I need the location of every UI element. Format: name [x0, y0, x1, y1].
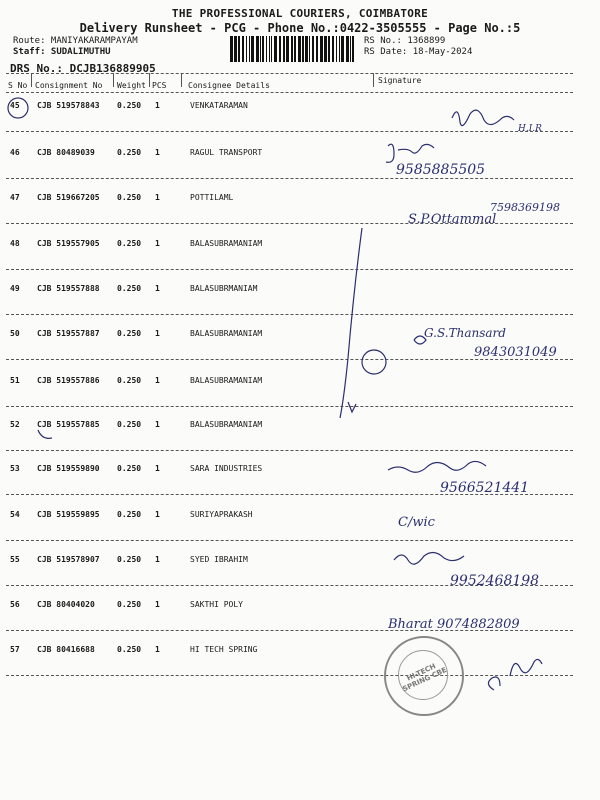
row-52-sno: 52	[10, 420, 20, 429]
row-47-consignment: CJB 519667205	[37, 193, 100, 202]
row-55-sno: 55	[10, 555, 20, 564]
row-49-sno: 49	[10, 284, 20, 293]
handwritten-note: H.I.R	[518, 124, 542, 134]
row-57-pcs: 1	[155, 645, 160, 654]
handwritten-name: G.S.Thansard	[424, 326, 506, 340]
row-55-consignee: SYED IBRAHIM	[190, 555, 248, 564]
row-56-consignee: SAKTHI POLY	[190, 600, 243, 609]
row-50-consignee: BALASUBRAMANIAM	[190, 329, 263, 338]
row-57-consignment: CJB 80416688	[37, 645, 95, 654]
row-47-consignee: POTTILAML	[190, 193, 234, 202]
row-53-consignment: CJB 519559890	[37, 464, 100, 473]
col-sno: S No	[8, 81, 28, 90]
row-51-consignment: CJB 519557886	[37, 376, 100, 385]
row-52-pcs: 1	[155, 420, 160, 429]
row-46-weight: 0.250	[117, 148, 142, 157]
signature-48-line	[340, 228, 362, 418]
row-46-consignee: RAGUL TRANSPORT	[190, 148, 263, 157]
handwritten-text: C/wic	[398, 515, 435, 530]
signature-53	[388, 461, 486, 472]
row-49-weight: 0.250	[117, 284, 142, 293]
row-51-weight: 0.250	[117, 376, 142, 385]
row-47-sno: 47	[10, 193, 20, 202]
signature-50-loop	[414, 336, 426, 344]
row-46-consignment: CJB 80489039	[37, 148, 95, 157]
row-50-weight: 0.250	[117, 329, 142, 338]
signature-50-circle	[362, 350, 386, 374]
handwritten-phone: 9843031049	[474, 345, 557, 360]
row-49-consignment: CJB 519557888	[37, 284, 100, 293]
row-48-sno: 48	[10, 239, 20, 248]
row-56-sno: 56	[10, 600, 20, 609]
row-53-sno: 53	[10, 464, 20, 473]
row-45-weight: 0.250	[117, 101, 142, 110]
signature-45	[452, 110, 514, 125]
row-47-weight: 0.250	[117, 193, 142, 202]
row-48-consignment: CJB 519557905	[37, 239, 100, 248]
row-45-pcs: 1	[155, 101, 160, 110]
header-runsheet-line: Delivery Runsheet - PCG - Phone No.:0422-3505555 - Page No.:5	[79, 21, 521, 35]
row-52-weight: 0.250	[117, 420, 142, 429]
row-45-circle	[8, 98, 28, 118]
signature-55	[394, 552, 464, 564]
row-48-pcs: 1	[155, 239, 160, 248]
col-consignee: Consignee Details	[188, 81, 270, 90]
col-consignment: Consignment No	[35, 81, 103, 90]
row-53-pcs: 1	[155, 464, 160, 473]
row-51-sno: 51	[10, 376, 20, 385]
row-55-pcs: 1	[155, 555, 160, 564]
col-signature: Signature	[378, 76, 422, 85]
row-54-sno: 54	[10, 510, 20, 519]
row-52-consignment: CJB 519557885	[37, 420, 100, 429]
col-pcs: PCS	[152, 81, 167, 90]
handwritten-phone: 9952468198	[450, 573, 540, 589]
signature-48-arrow	[348, 402, 356, 412]
row-53-weight: 0.250	[117, 464, 142, 473]
drs-number: DRS No.: DCJB136889905	[10, 62, 156, 75]
row-48-weight: 0.250	[117, 239, 142, 248]
row-49-pcs: 1	[155, 284, 160, 293]
handwritten-phone: 7598369198	[490, 201, 560, 214]
company-stamp-text: HI-TECH SPRING CBE	[401, 662, 448, 694]
row-46-sno: 46	[10, 148, 20, 157]
row-51-pcs: 1	[155, 376, 160, 385]
col-weight: Weight	[117, 81, 146, 90]
row-50-sno: 50	[10, 329, 20, 338]
row-57-sno: 57	[10, 645, 20, 654]
row-47-pcs: 1	[155, 193, 160, 202]
handwritten-name: S.P.Ottammal	[408, 212, 497, 227]
row-45-sno: 45	[10, 101, 20, 110]
row-51-consignee: BALASUBRAMANIAM	[190, 376, 263, 385]
row-54-consignee: SURIYAPRAKASH	[190, 510, 253, 519]
signature-46	[386, 144, 434, 162]
row-50-pcs: 1	[155, 329, 160, 338]
row-56-consignment: CJB 80404020	[37, 600, 95, 609]
row-56-pcs: 1	[155, 600, 160, 609]
row-50-consignment: CJB 519557887	[37, 329, 100, 338]
row-54-consignment: CJB 519559895	[37, 510, 100, 519]
rs-number: RS No.: 1368899	[364, 36, 446, 46]
handwritten-text: Bharat 9074882809	[388, 617, 520, 632]
row-45-consignment: CJB 519578843	[37, 101, 100, 110]
row-46-pcs: 1	[155, 148, 160, 157]
row-48-consignee: BALASUBRAMANIAM	[190, 239, 263, 248]
staff-label: Staff: SUDALIMUTHU	[13, 47, 111, 57]
row-55-consignment: CJB 519578907	[37, 555, 100, 564]
row-54-weight: 0.250	[117, 510, 142, 519]
signature-57	[488, 659, 542, 690]
row-57-weight: 0.250	[117, 645, 142, 654]
route-label: Route: MANIYAKARAMPAYAM	[13, 36, 138, 46]
handwritten-phone: 9585885505	[396, 162, 486, 178]
row-54-pcs: 1	[155, 510, 160, 519]
row-56-weight: 0.250	[117, 600, 142, 609]
row-53-consignee: SARA INDUSTRIES	[190, 464, 263, 473]
header-company: THE PROFESSIONAL COURIERS, COIMBATORE	[171, 7, 429, 20]
handwritten-phone: 9566521441	[440, 480, 530, 496]
row-55-weight: 0.250	[117, 555, 142, 564]
row-52-consignee: BALASUBRAMANIAM	[190, 420, 263, 429]
rs-date: RS Date: 18-May-2024	[364, 47, 473, 57]
row-52-mark	[38, 430, 52, 438]
row-45-consignee: VENKATARAMAN	[190, 101, 248, 110]
row-49-consignee: BALASUBRMANIAM	[190, 284, 258, 293]
row-57-consignee: HI TECH SPRING	[190, 645, 258, 654]
